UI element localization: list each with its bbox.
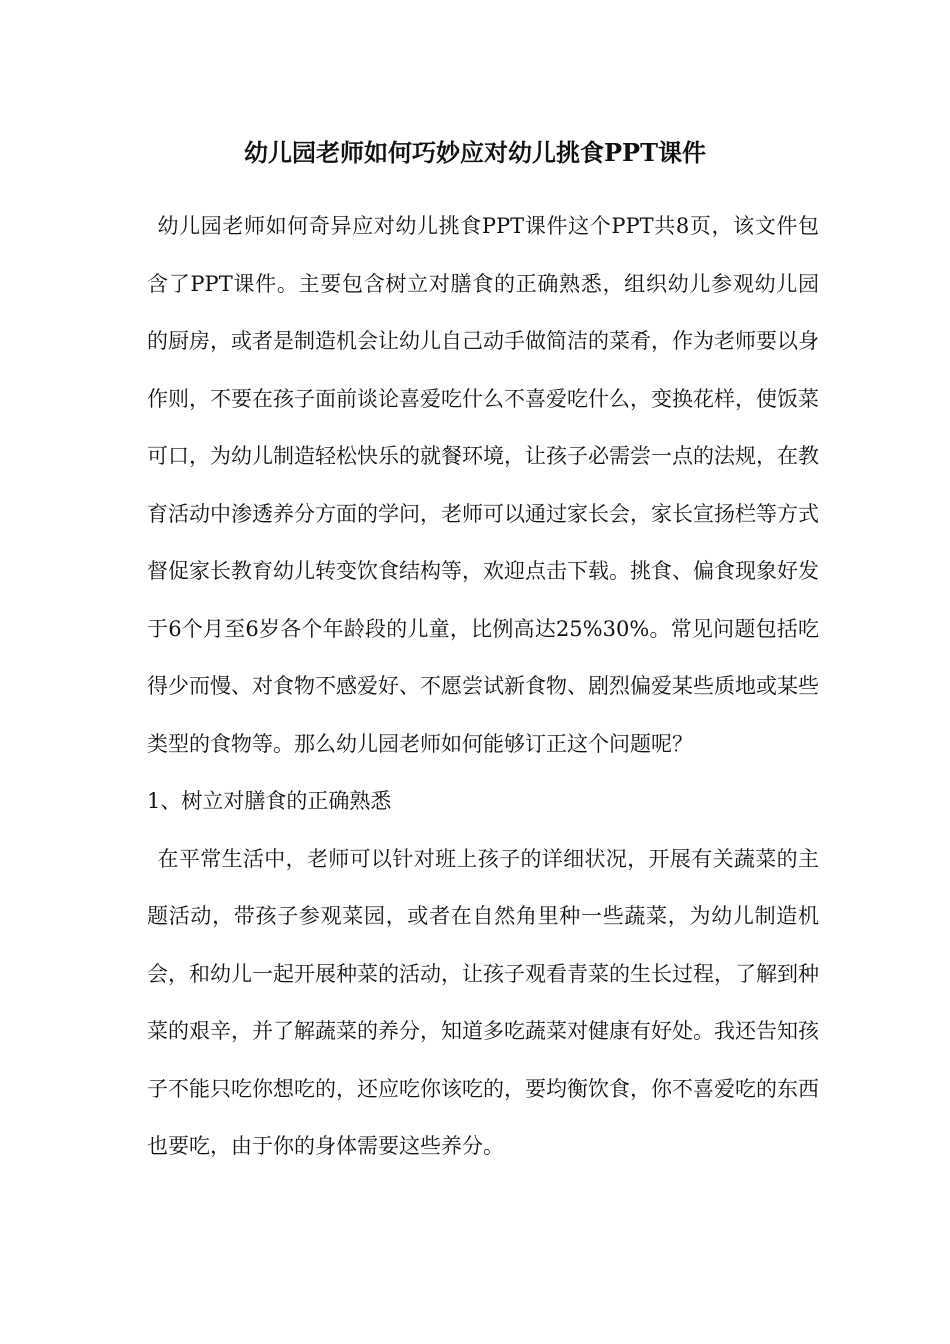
paragraph-section-1: 在平常生活中，老师可以针对班上孩子的详细状况，开展有关蔬菜的主题活动，带孩子参观菜园，或者在自然角里种一些蔬菜，为幼儿制造机会，和幼儿一起开展种菜的活动，让孩子观看青菜的生长过程，了解到种菜的艰辛，并了解蔬菜的养分，知道多吃蔬菜对健康有好处。我还告知孩子不能只吃你想吃的，还应吃你该吃的，要均衡饮食，你不喜爱吃的东西也要吃，由于你的身体需要这些养分。 bbox=[147, 846, 819, 1158]
document-title: 幼儿园老师如何巧妙应对幼儿挑食PPT课件 bbox=[244, 138, 706, 167]
paragraph-intro: 幼儿园老师如何奇异应对幼儿挑食PPT课件这个PPT共8页，该文件包含了PPT课件。主要包含树立对膳食的正确熟悉，组织幼儿参观幼儿园的厨房，或者是制造机会让幼儿自己动手做简洁的菜肴，作为老师要以身作则，不要在孩子面前谈论喜爱吃什么不喜爱吃什么，变换花样，使饭菜可口，为幼儿制造轻松快乐的就餐环境，让孩子必需尝一点的法规，在教育活动中渗透养分方面的学问，老师可以通过家长会，家长宣扬栏等方式督促家长教育幼儿转变饮食结构等，欢迎点击下载。挑食、偏食现象好发于6个月至6岁各个年龄段的儿童，比例高达25%30%。常见问题包括吃得少而慢、对食物不感爱好、不愿尝试新食物、剧烈偏爱某些质地或某些类型的食物等。那么幼儿园老师如何能够订正这个问题呢？ bbox=[147, 214, 819, 756]
document-body bbox=[147, 198, 819, 1176]
section-heading-1: 1、树立对膳食的正确熟悉 bbox=[147, 789, 392, 813]
